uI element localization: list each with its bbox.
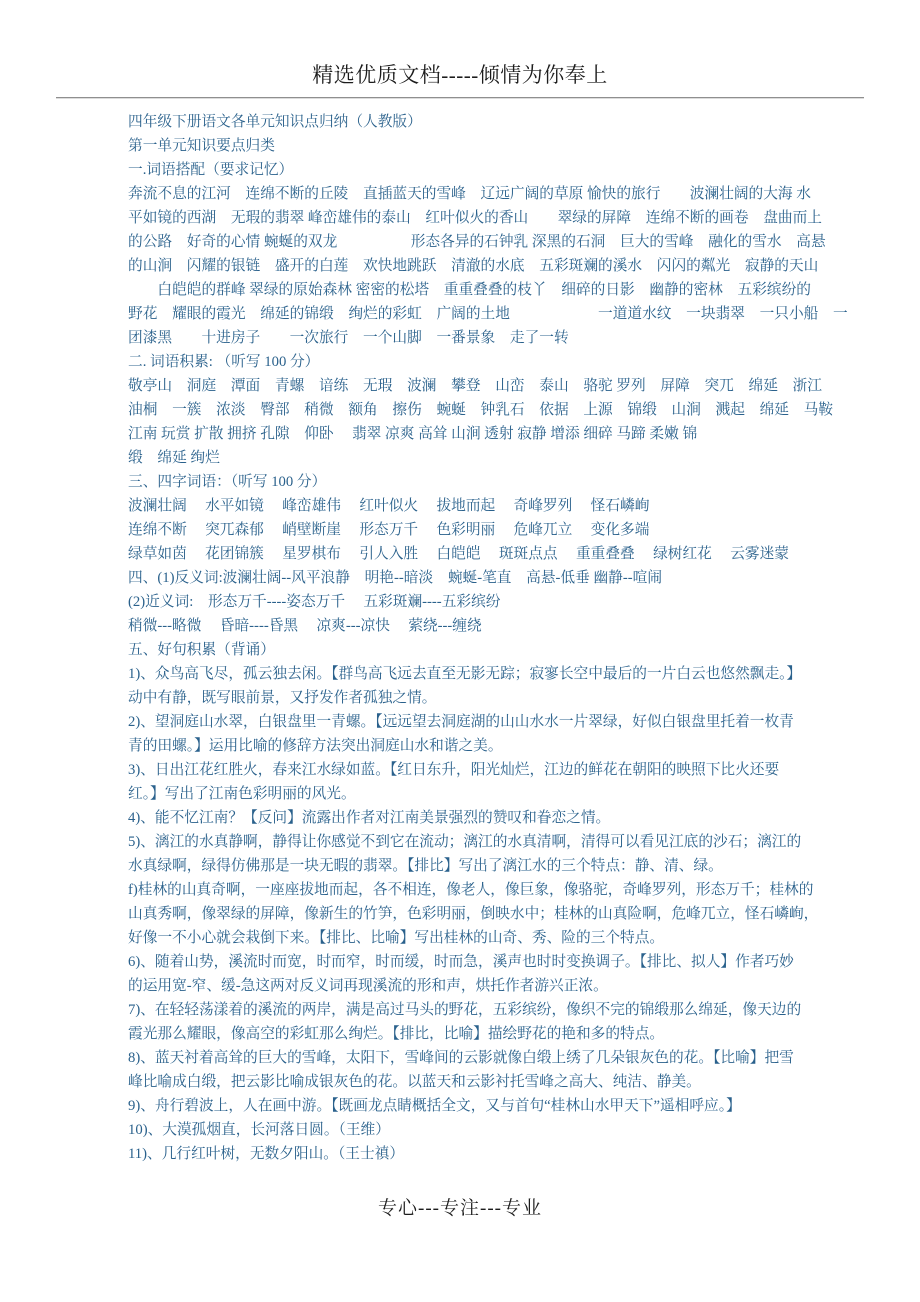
document-line: 四、(1)反义词:波澜壮阔--风平浪静 明艳--暗淡 蜿蜒-笔直 高悬-低垂 幽静--喧闹: [128, 570, 663, 586]
document-line: 一.词语搭配（要求记忆）: [128, 162, 294, 178]
document-line: 的公路 好奇的心情 蜿蜒的双龙 形态各异的石钟乳 深黑的石洞 巨大的雪峰 融化的雪水 高悬: [128, 234, 826, 250]
document-line: 青的田螺。】运用比喻的修辞方法突出洞庭山水和谐之美。: [128, 738, 503, 754]
document-line: 江南 玩赏 扩散 拥挤 孔隙 仰卧 翡翠 凉爽 高耸 山涧 透射 寂静 增添 细碎 马蹄 柔嫩 锦: [128, 426, 698, 442]
document-line: 第一单元知识要点归类: [128, 138, 275, 154]
document-line: 平如镜的西湖 无瑕的翡翠 峰峦雄伟的泰山 红叶似火的香山 翠绿的屏障 连绵不断的画卷 盘曲而上: [128, 210, 822, 226]
page-header: [0, 0, 920, 98]
document-line: 3)、日出江花红胜火，春来江水绿如蓝。【红日东升，阳光灿烂，江边的鲜花在朝阳的映照下比火还要: [128, 762, 780, 778]
document-line: 连绵不断 突兀森郁 峭壁断崖 形态万千 色彩明丽 危峰兀立 变化多端: [128, 522, 650, 538]
document-line: f)桂林的山真奇啊，一座座拔地而起，各不相连，像老人，像巨象，像骆驼，奇峰罗列，形态万千；桂林的: [128, 882, 814, 898]
document-line: 的山涧 闪耀的银链 盛开的白莲 欢快地跳跃 清澈的水底 五彩斑斓的溪水 闪闪的粼光 寂静的天山: [128, 258, 819, 274]
document-line: 10)、大漠孤烟直，长河落日圆。（王维）: [128, 1122, 390, 1138]
document-line: 油桐 一簇 浓淡 臀部 稍微 额角 擦伤 蜿蜒 钟乳石 依据 上源 锦缎 山涧 溅起 绵延 马鞍: [128, 402, 834, 418]
document-line: (2)近义词: 形态万千----姿态万千 五彩斑斓----五彩缤纷: [128, 594, 501, 610]
document-line: 水真绿啊，绿得仿佛那是一块无暇的翡翠。【排比】写出了漓江水的三个特点：静、清、绿。: [128, 858, 723, 874]
document-line: 2)、望洞庭山水翠，白银盘里一青螺。【远远望去洞庭湖的山山水水一片翠绿，好似白银盘里托着一枚青: [128, 714, 794, 730]
document-line: 团漆黑 十进房子 一次旅行 一个山脚 一番景象 走了一转: [128, 330, 569, 346]
document-line: 5)、漓江的水真静啊，静得让你感觉不到它在流动；漓江的水真清啊，清得可以看见江底的沙石；漓江的: [128, 834, 802, 850]
document-line: 绿草如茵 花团锦簇 星罗棋布 引人入胜 白皑皑 斑斑点点 重重叠叠 绿树红花 云雾迷蒙: [128, 546, 789, 562]
document-line: 动中有静，既写眼前景，又抒发作者孤独之情。: [128, 690, 437, 706]
header-title: 精选优质文档-----倾情为你奉上: [312, 63, 608, 87]
page-footer: [0, 1196, 920, 1222]
header-rule: [56, 97, 864, 98]
footer-text: 专心---专注---专业: [378, 1198, 542, 1219]
document-line: 奔流不息的江河 连绵不断的丘陵 直插蓝天的雪峰 辽远广阔的草原 愉快的旅行 波澜壮阔的大海 水: [128, 186, 811, 202]
document-line: 稍微---略微 昏暗----昏黑 凉爽---凉快 萦绕---缠绕: [128, 618, 482, 634]
document-line: 红。】写出了江南色彩明丽的风光。: [128, 786, 356, 802]
document-line: 野花 耀眼的霞光 绵延的锦缎 绚烂的彩虹 广阔的土地 一道道水纹 一块翡翠 一只小船 一: [128, 306, 848, 322]
document-line: 6)、随着山势，溪流时而宽，时而窄，时而缓，时而急，溪声也时时变换调子。【排比、拟人】作者巧妙: [128, 954, 794, 970]
document-line: 好像一不小心就会栽倒下来。【排比、比喻】写出桂林的山奇、秀、险的三个特点。: [128, 930, 665, 946]
document-line: 的运用宽-窄、缓-急这两对反义词再现溪流的形和声，烘托作者游兴正浓。: [128, 978, 608, 994]
document-line: 9)、舟行碧波上，人在画中游。【既画龙点睛概括全文，又与首句“桂林山水甲天下”遥相呼应。】: [128, 1098, 741, 1114]
document-line: 五、好句积累（背诵）: [128, 642, 275, 658]
document-line: 7)、在轻轻荡漾着的溪流的两岸，满是高过马头的野花，五彩缤纷，像织不完的锦缎那么绵延，像天边的: [128, 1002, 802, 1018]
document-line: 4)、能不忆江南？【反问】流露出作者对江南美景强烈的赞叹和眷恋之情。: [128, 810, 611, 826]
document-line: 1)、众鸟高飞尽，孤云独去闲。【群鸟高飞远去直至无影无踪；寂寥长空中最后的一片白云也悠然飘走。】: [128, 666, 802, 682]
document-line: 11)、几行红叶树，无数夕阳山。（王士禛）: [128, 1146, 405, 1162]
document-line: 白皑皑的群峰 翠绿的原始森林 密密的松塔 重重叠叠的枝丫 细碎的日影 幽静的密林 五彩缤纷的: [128, 282, 811, 298]
document-line: 山真秀啊，像翠绿的屏障，像新生的竹笋，色彩明丽，倒映水中；桂林的山真险啊，危峰兀立，怪石嶙峋，: [128, 906, 819, 922]
document-line: 二. 词语积累: （听写 100 分）: [128, 354, 320, 370]
document-line: 缎 绵延 绚烂: [128, 450, 220, 466]
document-line: 霞光那么耀眼，像高空的彩虹那么绚烂。【排比，比喻】描绘野花的艳和多的特点。: [128, 1026, 665, 1042]
document-line: 8)、蓝天衬着高耸的巨大的雪峰，太阳下，雪峰间的云影就像白缎上绣了几朵银灰色的花。【比喻】把雪: [128, 1050, 794, 1066]
document-line: 波澜壮阔 水平如镜 峰峦雄伟 红叶似火 拔地而起 奇峰罗列 怪石嶙峋: [128, 498, 650, 514]
document-line: 三、四字词语：（听写 100 分）: [128, 474, 327, 490]
document-line: 敬亭山 洞庭 潭面 青螺 谙练 无瑕 波澜 攀登 山峦 泰山 骆驼 罗列 屏障 突兀 绵延 浙江: [128, 378, 822, 394]
document-line: 峰比喻成白缎，把云影比喻成银灰色的花。以蓝天和云影衬托雪峰之高大、纯洁、静美。: [128, 1074, 701, 1090]
document-line: 四年级下册语文各单元知识点归纳（人教版）: [128, 114, 422, 130]
document-body: [128, 110, 873, 1166]
